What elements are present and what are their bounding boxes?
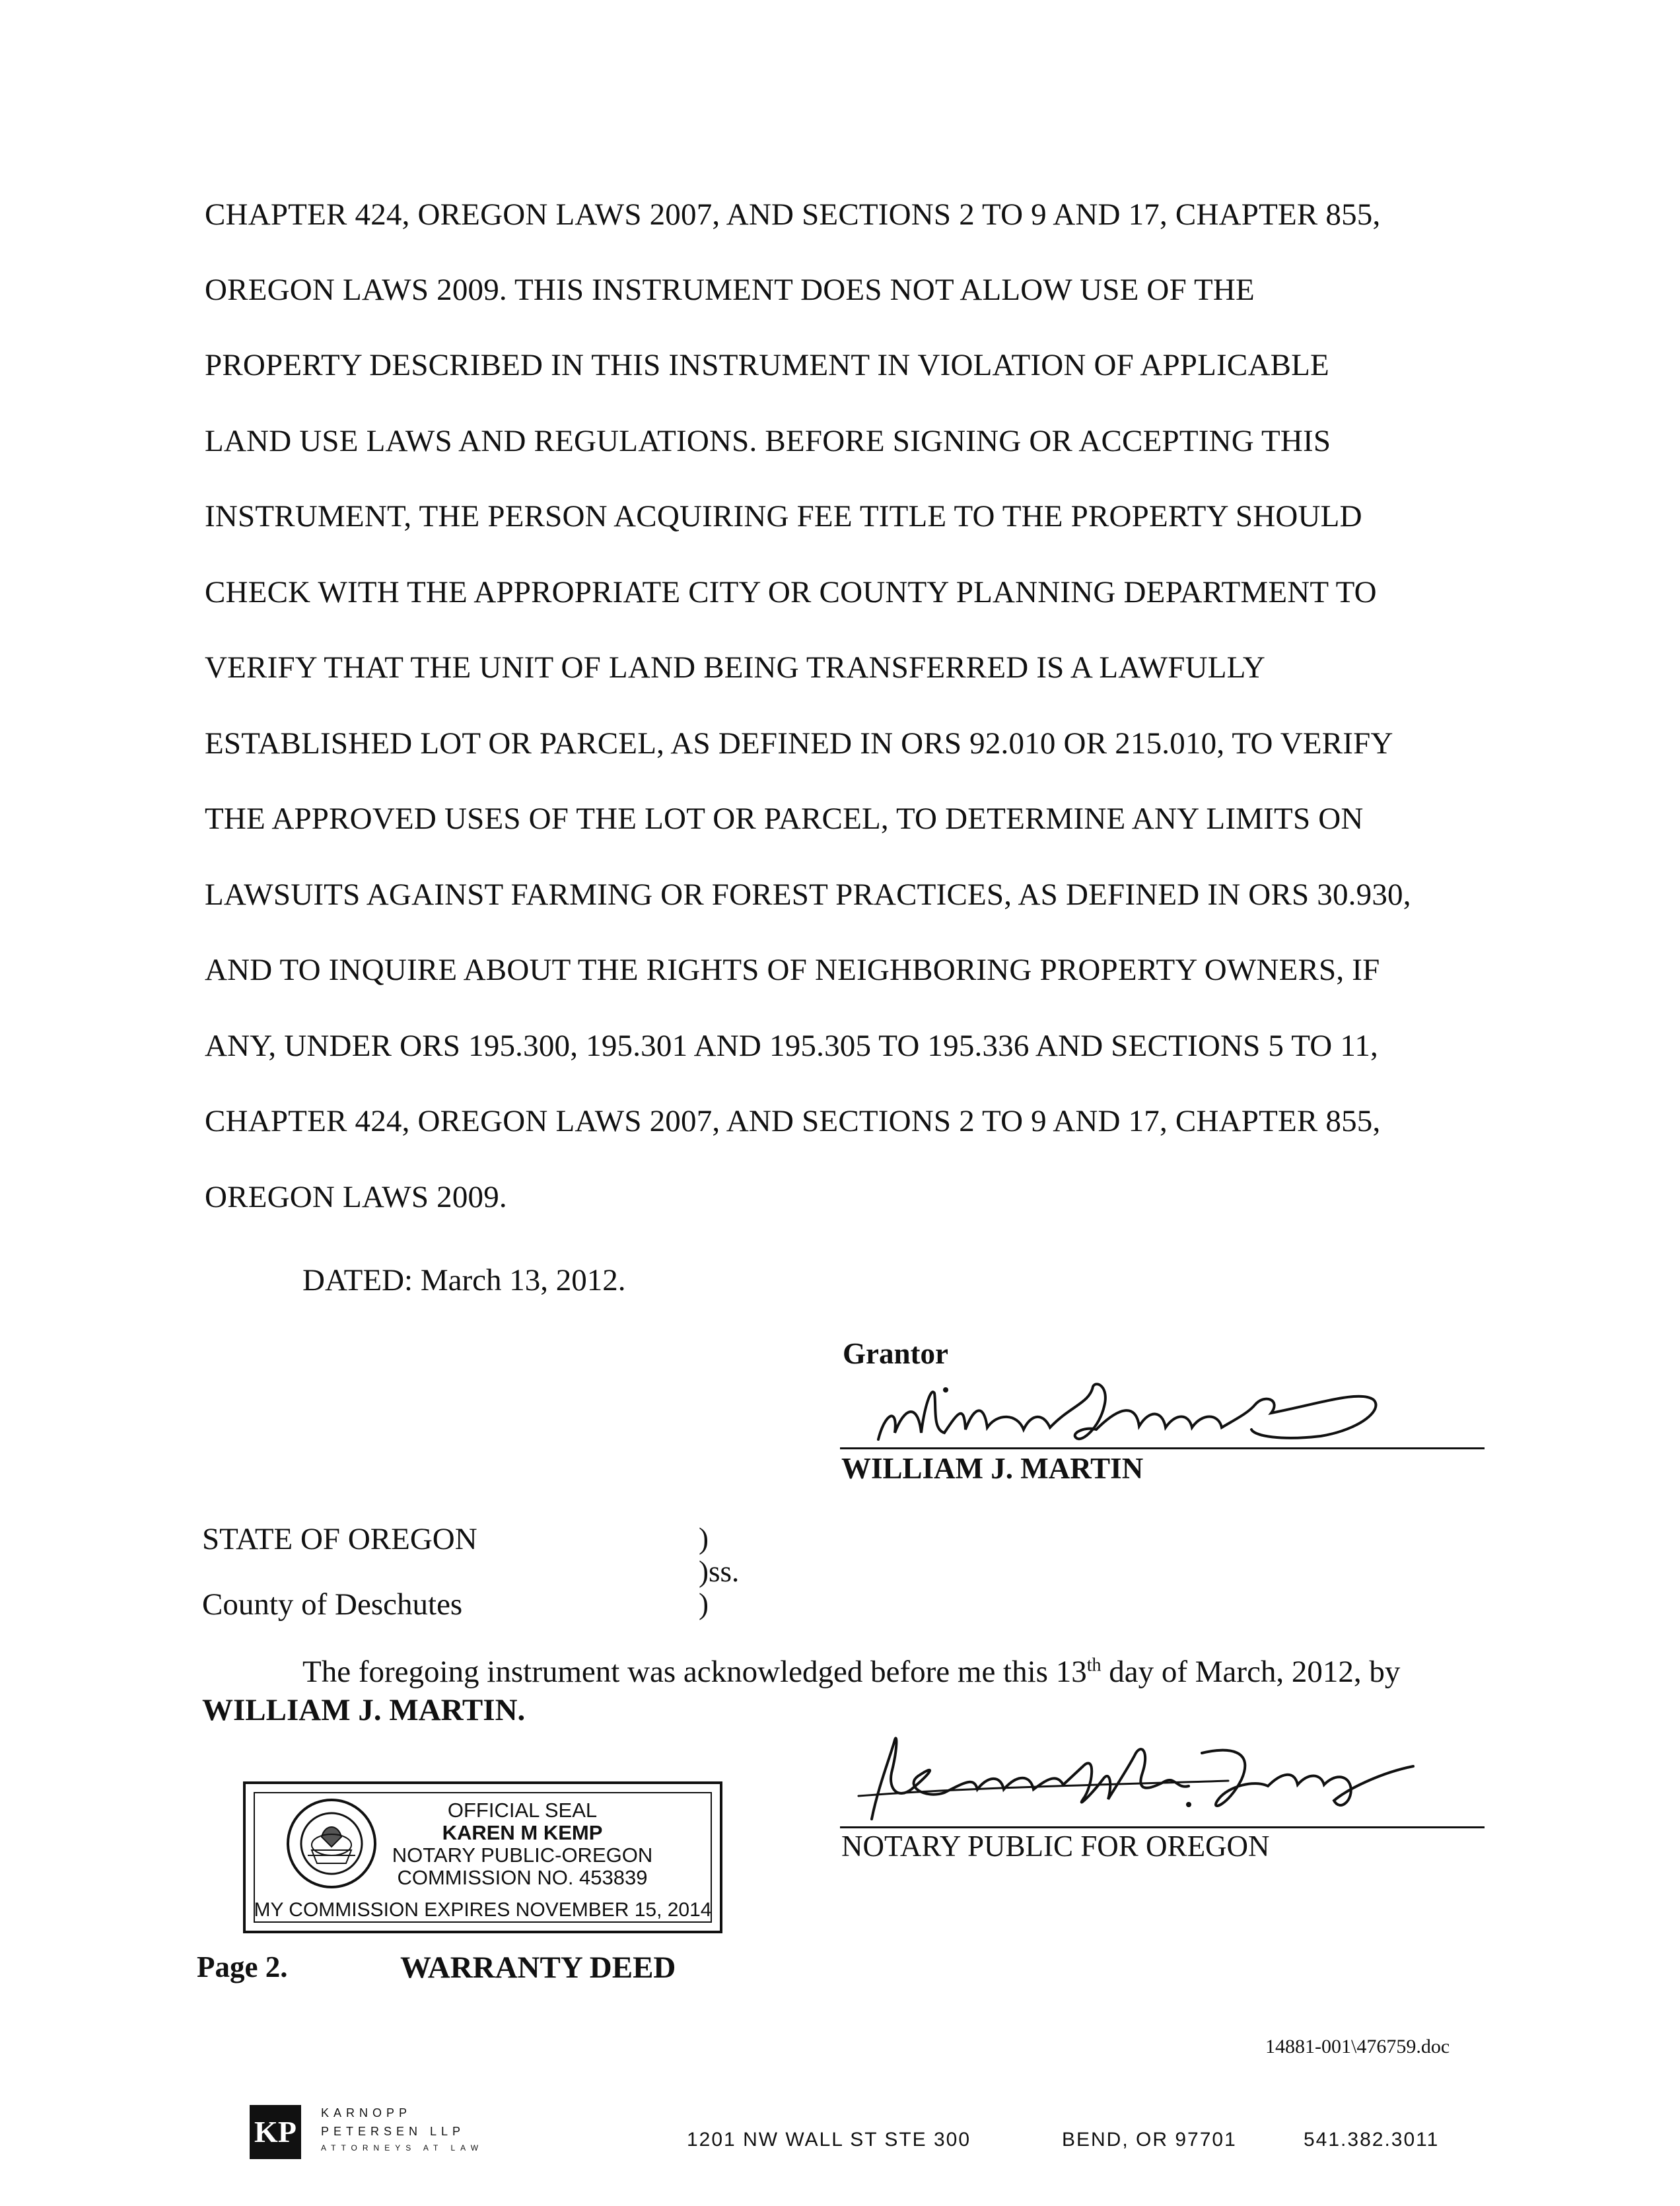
seal-notary-type: NOTARY PUBLIC-OREGON [392,1844,653,1867]
body-line: CHECK WITH THE APPROPRIATE CITY OR COUNTY PLANNING DEPARTMENT TO [205,575,1377,609]
venue-paren: ) [699,1587,709,1620]
body-line: THE APPROVED USES OF THE LOT OR PARCEL, TO DETERMINE ANY LIMITS ON [205,802,1364,836]
firm-name-line1: KARNOPP [321,2106,412,2120]
notary-seal [243,1781,722,1933]
notary-signature-line [840,1826,1485,1828]
body-line: CHAPTER 424, OREGON LAWS 2007, AND SECTIONS 2 TO 9 AND 17, CHAPTER 855, [205,1104,1381,1138]
venue-state: STATE OF OREGON [202,1522,477,1556]
footer-city: BEND, OR 97701 [1062,2129,1237,2151]
body-line: ESTABLISHED LOT OR PARCEL, AS DEFINED IN ORS 92.010 OR 215.010, TO VERIFY [205,726,1393,761]
acknowledgment-text [302,1654,1400,1690]
seal-commission-expiry: MY COMMISSION EXPIRES NOVEMBER 15, 2014 [254,1899,712,1921]
acknowledgment-name: WILLIAM J. MARTIN. [202,1693,526,1727]
file-reference: 14881-001\476759.doc [1265,2036,1450,2057]
grantor-name: WILLIAM J. MARTIN [841,1452,1144,1485]
venue-paren: ) [699,1522,709,1555]
body-line: INSTRUMENT, THE PERSON ACQUIRING FEE TITLE TO THE PROPERTY SHOULD [205,499,1362,534]
firm-name-line2: PETERSEN LLP [321,2125,466,2138]
body-line: CHAPTER 424, OREGON LAWS 2007, AND SECTIONS 2 TO 9 AND 17, CHAPTER 855, [205,197,1381,232]
seal-title: OFFICIAL SEAL [447,1799,598,1822]
acknowledgment-text-end: day of March, 2012, by [1101,1655,1401,1689]
document-title: WARRANTY DEED [400,1950,676,1985]
seal-commission-number: COMMISSION NO. 453839 [397,1866,648,1889]
body-line: LAND USE LAWS AND REGULATIONS. BEFORE SIGNING OR ACCEPTING THIS [205,424,1331,458]
footer-address: 1201 NW WALL ST STE 300 [687,2129,971,2151]
footer-phone: 541.382.3011 [1304,2129,1440,2151]
venue-county: County of Deschutes [202,1587,463,1622]
body-line: VERIFY THAT THE UNIT OF LAND BEING TRANSFERRED IS A LAWFULLY [205,650,1265,685]
body-line: LAWSUITS AGAINST FARMING OR FOREST PRACTICES, AS DEFINED IN ORS 30.930, [205,878,1411,912]
grantor-signature [858,1367,1426,1453]
ordinal-suffix: th [1086,1655,1102,1676]
page-number: Page 2. [197,1950,288,1983]
body-line: PROPERTY DESCRIBED IN THIS INSTRUMENT IN VIOLATION OF APPLICABLE [205,348,1329,382]
body-line: OREGON LAWS 2009. [205,1180,507,1214]
firm-logo-icon: KP [250,2105,301,2159]
seal-notary-name: KAREN M KEMP [442,1821,603,1844]
grantor-label: Grantor [843,1337,948,1370]
dated-line: DATED: March 13, 2012. [302,1263,626,1297]
grantor-signature-line [840,1447,1485,1449]
body-line: OREGON LAWS 2009. THIS INSTRUMENT DOES NOT ALLOW USE OF THE [205,273,1255,307]
firm-tagline: ATTORNEYS AT LAW [321,2143,484,2153]
body-line: ANY, UNDER ORS 195.300, 195.301 AND 195.305 TO 195.336 AND SECTIONS 5 TO 11, [205,1029,1378,1063]
acknowledgment-text-start: The foregoing instrument was acknowledged before me this 13 [302,1655,1087,1689]
venue-ss: )ss. [699,1555,740,1588]
notary-title: NOTARY PUBLIC FOR OREGON [841,1830,1270,1863]
notary-signature [832,1727,1426,1832]
body-line: AND TO INQUIRE ABOUT THE RIGHTS OF NEIGHBORING PROPERTY OWNERS, IF [205,953,1380,987]
